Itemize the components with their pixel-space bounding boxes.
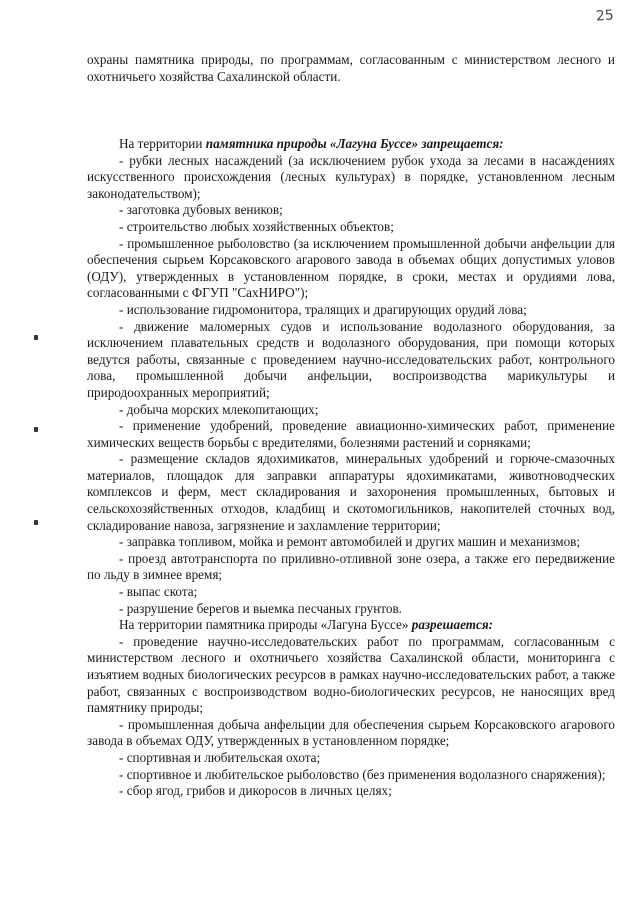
prohibited-item: - промышленное рыболовство (за исключением промышленной добычи анфельции для обеспечения сырьем Корсаковского агарового завода в объемах общих допустимых уловов (ОДУ), утвержденных в установленном порядке, в сроки, местах и орудиями лова, согласованными с ФГУП "СахНИРО");	[87, 235, 615, 301]
scan-mark	[34, 427, 38, 432]
prohibited-item: - строительство любых хозяйственных объектов;	[119, 218, 394, 234]
prohibited-item: - рубки лесных насаждений (за исключением рубок ухода за лесами в насаждениях искусственного происхождения (лесных культурах) в порядке, установленном лесным законодательством);	[87, 152, 615, 201]
prohibited-item: - разрушение берегов и выемка песчаных грунтов.	[119, 600, 402, 616]
prohibited-item: - проезд автотранспорта по приливно-отливной зоне озера, а также его передвижение по льду в зимнее время;	[87, 550, 615, 583]
prohibited-section	[87, 136, 615, 800]
scan-mark	[34, 335, 38, 340]
prohibited-heading	[87, 136, 615, 153]
prohibited-heading-text: На территории	[119, 136, 206, 151]
prohibited-item: - использование гидромонитора, тралящих и драгирующих орудий лова;	[119, 301, 527, 317]
allowed-item: - спортивное и любительское рыболовство (без применения водолазного снаряжения);	[119, 766, 606, 782]
intro-block	[87, 52, 615, 85]
prohibited-item: - размещение складов ядохимикатов, минеральных удобрений и горюче-смазочных материалов, площадок для заправки аппаратуры ядохимикатами, животноводческих комплексов и ферм, мест складирования и захоронения промышленных, бытовых и сельскохозяйственных отходов, кладбищ и скотомогильников, накопителей сточных вод, складирование навоза, загрязнение и захламление территории;	[87, 451, 615, 533]
prohibited-item: - добыча морских млекопитающих;	[119, 401, 319, 417]
allowed-item: - сбор ягод, грибов и дикоросов в личных целях;	[119, 783, 392, 799]
prohibited-item: - заправка топливом, мойка и ремонт автомобилей и других машин и механизмов;	[119, 534, 581, 550]
page-number: 25	[595, 7, 615, 25]
prohibited-item: - движение маломерных судов и использование водолазного оборудования, за исключением плавательных средств и водолазного оборудования, при помощи которых ведутся работы, связанные с проведением научно-исследовательских работ, контрольного лова, промышленной добычи анфельции, воспроизводства марикультуры и природоохранных мероприятий;	[87, 318, 615, 400]
prohibited-item: - применение удобрений, проведение авиационно-химических работ, применение химических веществ борьбы с вредителями, болезнями растений и сорняками;	[87, 418, 615, 450]
prohibited-item: - заготовка дубовых веников;	[119, 202, 283, 218]
intro-paragraph: охраны памятника природы, по программам, согласованным с министерством лесного и охотничьего хозяйства Сахалинской области.	[87, 52, 615, 84]
scan-mark	[34, 520, 38, 525]
allowed-heading-bold: разрешается:	[411, 617, 494, 633]
allowed-item: - проведение научно-исследовательских работ по программам, согласованным с министерством лесного и охотничьего хозяйства Сахалинской области, мониторинга с изъятием водных биологических ресурсов в рамках научно-исследовательских работ, а также работ, связанных с воспроизводством водно-биологических ресурсов, не наносящих вред памятнику природы;	[87, 633, 615, 716]
allowed-heading	[87, 617, 615, 634]
allowed-item: - промышленная добыча анфельции для обеспечения сырьем Корсаковского агарового завода в объемах ОДУ, утвержденных в установленном порядке;	[87, 716, 615, 749]
prohibited-heading-bold: памятника природы «Лагуна Буссе» запрещается:	[205, 136, 504, 151]
allowed-heading-text: На территории памятника природы «Лагуна Буссе»	[119, 617, 412, 633]
prohibited-item: - выпас скота;	[119, 584, 198, 600]
allowed-item: - спортивная и любительская охота;	[119, 749, 321, 765]
